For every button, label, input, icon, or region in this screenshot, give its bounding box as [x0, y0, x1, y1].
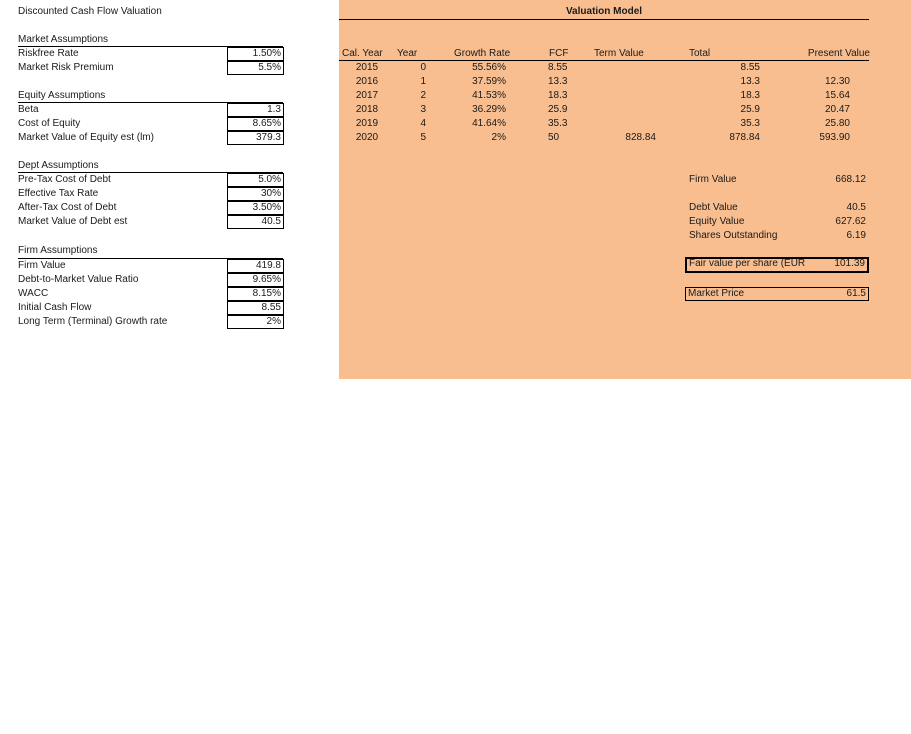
- aftertax-cost-debt-label: After-Tax Cost of Debt: [18, 202, 117, 213]
- model-cell-pv[interactable]: 20.47: [824, 104, 850, 115]
- firm-value-cell[interactable]: 419.8: [227, 259, 284, 273]
- fair-value-box[interactable]: [685, 257, 869, 273]
- market-value-equity-cell[interactable]: 379.3: [227, 131, 284, 145]
- market-assumptions-header: Market Assumptions: [18, 34, 109, 45]
- model-cell-growth[interactable]: 41.64%: [472, 118, 506, 129]
- terminal-growth-label: Long Term (Terminal) Growth rate: [18, 316, 168, 327]
- col-growth-rate: Growth Rate: [454, 48, 511, 59]
- model-cell-growth[interactable]: 2%: [491, 132, 506, 143]
- model-cell-pv[interactable]: 593.90: [819, 132, 850, 143]
- model-cell-cal-year[interactable]: 2015: [355, 62, 379, 73]
- debt-market-ratio-label: Debt-to-Market Value Ratio: [18, 274, 139, 285]
- fair-value-label: Fair value per share (EUR: [689, 258, 806, 269]
- col-fcf: FCF: [549, 48, 569, 59]
- model-cell-growth[interactable]: 41.53%: [472, 90, 506, 101]
- model-cell-cal-year[interactable]: 2019: [355, 118, 379, 129]
- model-cell-total[interactable]: 13.3: [740, 76, 760, 87]
- model-cell-year[interactable]: 4: [420, 118, 426, 129]
- market-value-debt-cell[interactable]: 40.5: [227, 215, 284, 229]
- equity-value-label: Equity Value: [689, 216, 745, 227]
- model-cell-fcf[interactable]: 18.3: [548, 90, 568, 101]
- shares-outstanding-label: Shares Outstanding: [689, 230, 778, 241]
- model-cell-fcf[interactable]: 13.3: [548, 76, 568, 87]
- title-rule: [339, 19, 869, 20]
- pretax-cost-debt-cell[interactable]: 5.0%: [227, 173, 284, 187]
- model-cell-year[interactable]: 5: [420, 132, 426, 143]
- debt-value-value[interactable]: 40.5: [846, 202, 866, 213]
- model-cell-growth[interactable]: 55.56%: [472, 62, 506, 73]
- initial-cash-flow-cell[interactable]: 8.55: [227, 301, 284, 315]
- model-cell-cal-year[interactable]: 2020: [355, 132, 379, 143]
- model-cell-total[interactable]: 35.3: [740, 118, 760, 129]
- firm-value-summary-label: Firm Value: [689, 174, 737, 185]
- beta-label: Beta: [18, 104, 39, 115]
- model-cell-term[interactable]: 828.84: [625, 132, 656, 143]
- market-value-equity-label: Market Value of Equity est (lm): [18, 132, 154, 143]
- model-cell-total[interactable]: 8.55: [740, 62, 760, 73]
- market-value-debt-label: Market Value of Debt est: [18, 216, 128, 227]
- wacc-label: WACC: [18, 288, 49, 299]
- sheet-title: Discounted Cash Flow Valuation: [18, 6, 162, 17]
- model-cell-cal-year[interactable]: 2018: [355, 104, 379, 115]
- model-cell-year[interactable]: 2: [420, 90, 426, 101]
- model-cell-cal-year[interactable]: 2016: [355, 76, 379, 87]
- cost-of-equity-label: Cost of Equity: [18, 118, 81, 129]
- pretax-cost-debt-label: Pre-Tax Cost of Debt: [18, 174, 111, 185]
- model-cell-total[interactable]: 18.3: [740, 90, 760, 101]
- debt-value-label: Debt Value: [689, 202, 738, 213]
- shares-outstanding-value[interactable]: 6.19: [846, 230, 866, 241]
- market-risk-premium-label: Market Risk Premium: [18, 62, 114, 73]
- model-cell-growth[interactable]: 36.29%: [472, 104, 506, 115]
- model-cell-total[interactable]: 25.9: [740, 104, 760, 115]
- model-cell-year[interactable]: 0: [420, 62, 426, 73]
- model-cell-cal-year[interactable]: 2017: [355, 90, 379, 101]
- market-price-value: 61.5: [846, 288, 866, 299]
- riskfree-rate-cell[interactable]: 1.50%: [227, 47, 284, 61]
- equity-value-value[interactable]: 627.62: [835, 216, 866, 227]
- model-cell-pv[interactable]: 25.80: [824, 118, 850, 129]
- model-cell-pv[interactable]: 15.64: [824, 90, 850, 101]
- equity-assumptions-header: Equity Assumptions: [18, 90, 106, 101]
- cost-of-equity-cell[interactable]: 8.65%: [227, 117, 284, 131]
- table-header-rule: [339, 60, 869, 61]
- model-cell-growth[interactable]: 37.59%: [472, 76, 506, 87]
- col-term-value: Term Value: [594, 48, 644, 59]
- firm-assumptions-header: Firm Assumptions: [18, 245, 98, 256]
- col-present-value: Present Value: [807, 48, 870, 59]
- model-cell-pv[interactable]: 12.30: [824, 76, 850, 87]
- firm-value-summary-value[interactable]: 668.12: [835, 174, 866, 185]
- beta-cell[interactable]: 1.3: [227, 103, 284, 117]
- model-cell-fcf[interactable]: 25.9: [548, 104, 568, 115]
- col-cal-year: Cal. Year: [342, 48, 383, 59]
- model-cell-year[interactable]: 3: [420, 104, 426, 115]
- debt-assumptions-header: Dept Assumptions: [18, 160, 99, 171]
- market-price-label: Market Price: [688, 288, 745, 299]
- model-cell-fcf[interactable]: 50: [548, 132, 560, 143]
- fair-value-value: 101.39: [834, 258, 865, 269]
- market-risk-premium-cell[interactable]: 5.5%: [227, 61, 284, 75]
- model-cell-year[interactable]: 1: [420, 76, 426, 87]
- terminal-growth-cell[interactable]: 2%: [227, 315, 284, 329]
- model-cell-fcf[interactable]: 8.55: [548, 62, 568, 73]
- effective-tax-rate-cell[interactable]: 30%: [227, 187, 284, 201]
- wacc-cell[interactable]: 8.15%: [227, 287, 284, 301]
- col-year: Year: [397, 48, 418, 59]
- initial-cash-flow-label: Initial Cash Flow: [18, 302, 92, 313]
- debt-market-ratio-cell[interactable]: 9.65%: [227, 273, 284, 287]
- aftertax-cost-debt-cell[interactable]: 3.50%: [227, 201, 284, 215]
- model-cell-total[interactable]: 878.84: [729, 132, 760, 143]
- effective-tax-rate-label: Effective Tax Rate: [18, 188, 99, 199]
- col-total: Total: [689, 48, 711, 59]
- valuation-model-title: Valuation Model: [565, 6, 643, 17]
- firm-value-label: Firm Value: [18, 260, 66, 271]
- model-cell-fcf[interactable]: 35.3: [548, 118, 568, 129]
- riskfree-rate-label: Riskfree Rate: [18, 48, 79, 59]
- market-price-box[interactable]: [685, 287, 869, 301]
